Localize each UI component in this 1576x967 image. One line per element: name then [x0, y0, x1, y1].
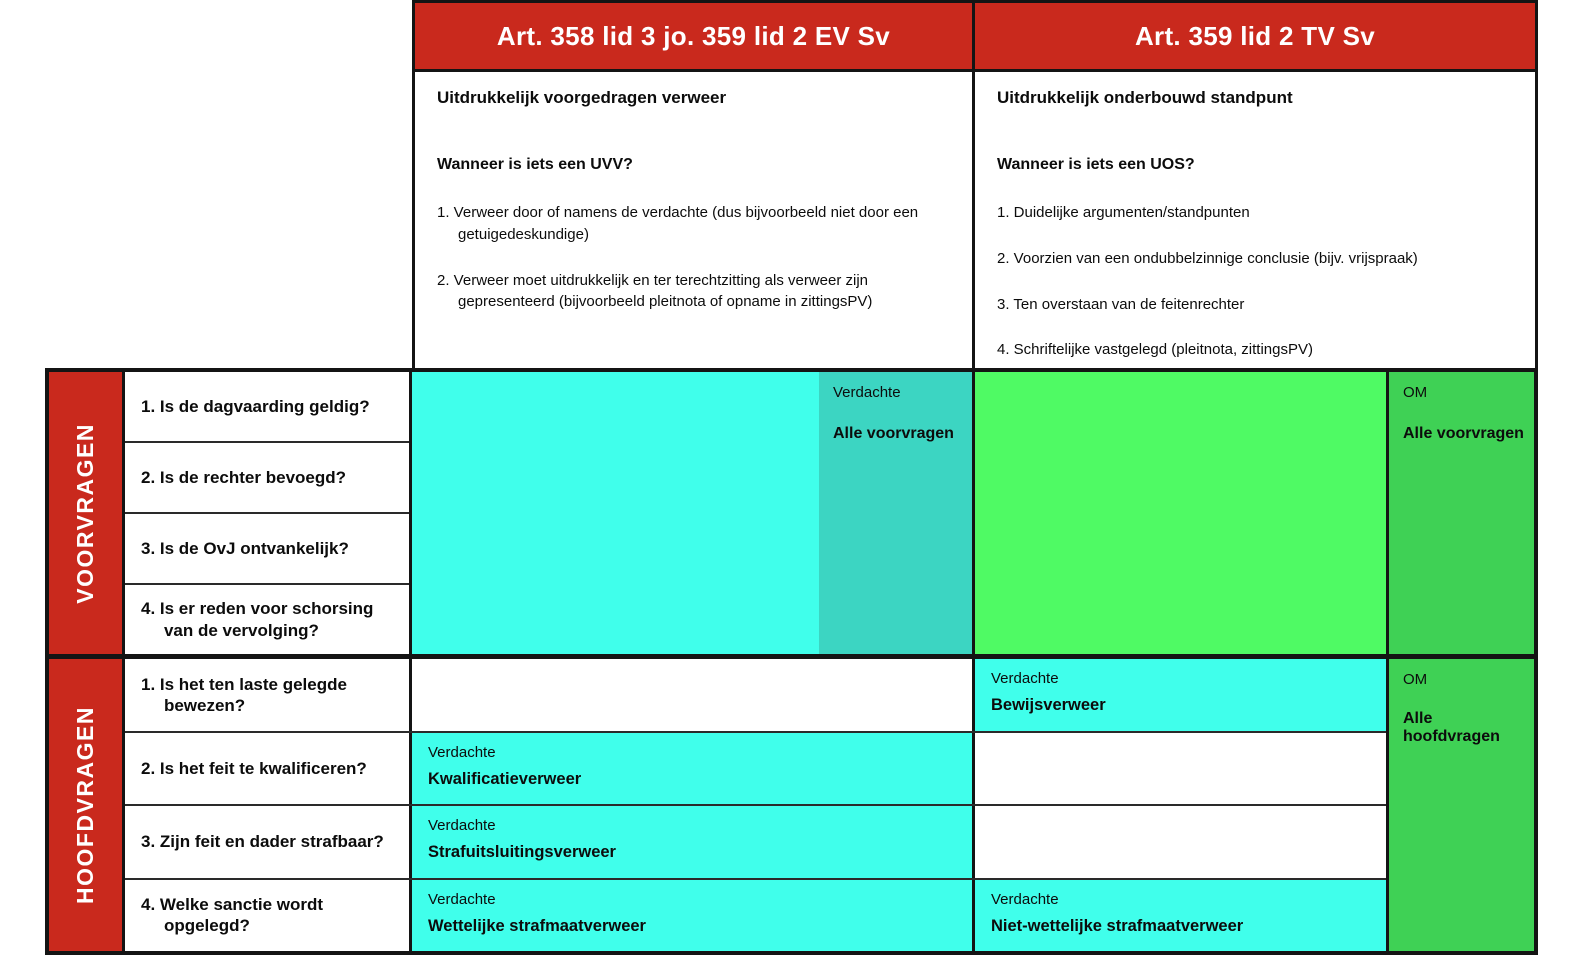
- voorvraag-row-4: [125, 585, 409, 654]
- uos-question: Wanneer is iets een UOS?: [997, 156, 1195, 173]
- hoofdvraag-2-ev-cell: [412, 733, 975, 805]
- uos-criterion-1: 1. Duidelijke argumenten/standpunten: [997, 204, 1250, 221]
- header-band: [412, 0, 1538, 72]
- intro-uvv-post: verweer: [657, 88, 727, 107]
- voorvragen-section: [49, 372, 1534, 659]
- actor-label: Verdachte: [428, 817, 496, 834]
- verweer-label: Wettelijke strafmaatverweer: [428, 916, 646, 935]
- hoofdvraag-4-question: [125, 880, 412, 952]
- hoofdvraag-1-question: [125, 659, 412, 731]
- hoofdvraag-1-ev-cell: [412, 659, 975, 731]
- voorvraag-row-3: [125, 514, 409, 585]
- description-tv-sv: [975, 72, 1535, 368]
- actor-label: OM: [1403, 384, 1428, 401]
- hoofdvraag-3-question: [125, 806, 412, 878]
- actor-label: Verdachte: [991, 670, 1059, 687]
- voorvraag-2-text: 2. Is de rechter bevoegd?: [141, 467, 347, 487]
- hoofdvraag-1-text: 1. Is het ten laste gelegde bewezen?: [141, 674, 347, 715]
- hoofdvraag-row-2: [125, 733, 1386, 807]
- hoofdvraag-3-tv-cell: [975, 806, 1386, 878]
- hoofdvraag-4-ev-cell: [412, 880, 975, 952]
- voorvraag-3-text: 3. Is de OvJ ontvankelijk?: [141, 538, 349, 558]
- intro-uvv-pre: Uitdrukkelijk: [437, 88, 544, 107]
- intro-uos-post: standpunt: [1205, 88, 1293, 107]
- hoofdvraag-row-3: [125, 806, 1386, 880]
- uos-criterion-3: 3. Ten overstaan van de feitenrechter: [997, 295, 1245, 313]
- voorvragen-section-label: VOORVRAGEN: [72, 422, 98, 604]
- hoofdvragen-grid: [125, 659, 1386, 951]
- hoofdvraag-row-4: [125, 880, 1386, 952]
- voorvragen-verdachte-strip: [819, 372, 972, 654]
- hoofdvraag-1-tv-cell: [975, 659, 1386, 731]
- voorvragen-om-strip: [1386, 372, 1534, 654]
- hoofdvraag-4-tv-cell: [975, 880, 1386, 952]
- actor-label: OM: [1403, 671, 1428, 688]
- voorvragen-ev-cell: [412, 372, 975, 654]
- hoofdvragen-section-bar: [49, 659, 125, 951]
- voorvragen-tv-cell: [975, 372, 1534, 654]
- description-band: [412, 72, 1538, 368]
- hoofdvraag-4-text: 4. Welke sanctie wordt opgelegd?: [141, 895, 324, 936]
- hoofdvraag-row-1: [125, 659, 1386, 733]
- voorvragen-question-column: [125, 372, 412, 654]
- voorvraag-4-text: 4. Is er reden voor schorsing van de vervolging?: [141, 599, 374, 640]
- verweer-label: Strafuitsluitingsverweer: [428, 843, 616, 861]
- scope-label: Alle hoofdvragen: [1403, 710, 1500, 745]
- voorvraag-row-2: [125, 443, 409, 514]
- hoofdvraag-2-tv-cell: [975, 733, 1386, 805]
- intro-uvv-keyword: voorgedragen: [543, 88, 658, 107]
- uvv-criterion-1: 1. Verweer door of namens de verdachte (dus bijvoorbeeld niet door een getuigedeskundige): [437, 204, 919, 243]
- scope-label: Alle voorvragen: [1403, 425, 1524, 442]
- questions-table: [45, 368, 1538, 955]
- hoofdvragen-section-label: HOOFDVRAGEN: [72, 706, 98, 904]
- intro-uvv: [437, 88, 948, 108]
- column-header-ev-sv: Art. 358 lid 3 jo. 359 lid 2 EV Sv: [415, 3, 975, 69]
- intro-uos-keyword: onderbouwd: [1103, 88, 1206, 107]
- hoofdvraag-3-text: 3. Zijn feit en dader strafbaar?: [141, 832, 384, 852]
- voorvraag-row-1: [125, 372, 409, 443]
- uvv-criterion-2: 2. Verweer moet uitdrukkelijk en ter terechtzitting als verweer zijn gepresenteerd (bijvoorbeeld pleitnota of opname in zittingsPV): [437, 271, 873, 311]
- uvv-question: Wanneer is iets een UVV?: [437, 156, 633, 173]
- column-header-tv-sv: Art. 359 lid 2 TV Sv: [1134, 20, 1376, 51]
- hoofdvragen-section: [49, 659, 1534, 951]
- hoofdvraag-3-ev-cell: [412, 806, 975, 878]
- scope-label: Alle voorvragen: [833, 425, 954, 442]
- actor-label: Verdachte: [428, 890, 496, 908]
- verweer-label: Bewijsverweer: [991, 696, 1106, 714]
- voorvraag-1-text: 1. Is de dagvaarding geldig?: [141, 396, 370, 416]
- actor-label: Verdachte: [833, 384, 901, 401]
- intro-uos: [997, 88, 1511, 108]
- uos-criterion-4: 4. Schriftelijke vastgelegd (pleitnota, zittingsPV): [997, 341, 1313, 359]
- actor-label: Verdachte: [428, 743, 496, 761]
- actor-label: Verdachte: [991, 890, 1059, 908]
- hoofdvraag-2-question: [125, 733, 412, 805]
- verweer-label: Kwalificatieverweer: [428, 769, 582, 788]
- hoofdvragen-om-strip: [1386, 659, 1534, 951]
- description-ev-sv: [415, 72, 975, 368]
- intro-uos-pre: Uitdrukkelijk: [997, 88, 1104, 107]
- uos-criterion-2: 2. Voorzien van een ondubbelzinnige conclusie (bijv. vrijspraak): [997, 249, 1418, 267]
- voorvragen-section-bar: [49, 372, 125, 654]
- verweer-label: Niet-wettelijke strafmaatverweer: [991, 916, 1244, 935]
- hoofdvraag-2-text: 2. Is het feit te kwalificeren?: [141, 758, 367, 778]
